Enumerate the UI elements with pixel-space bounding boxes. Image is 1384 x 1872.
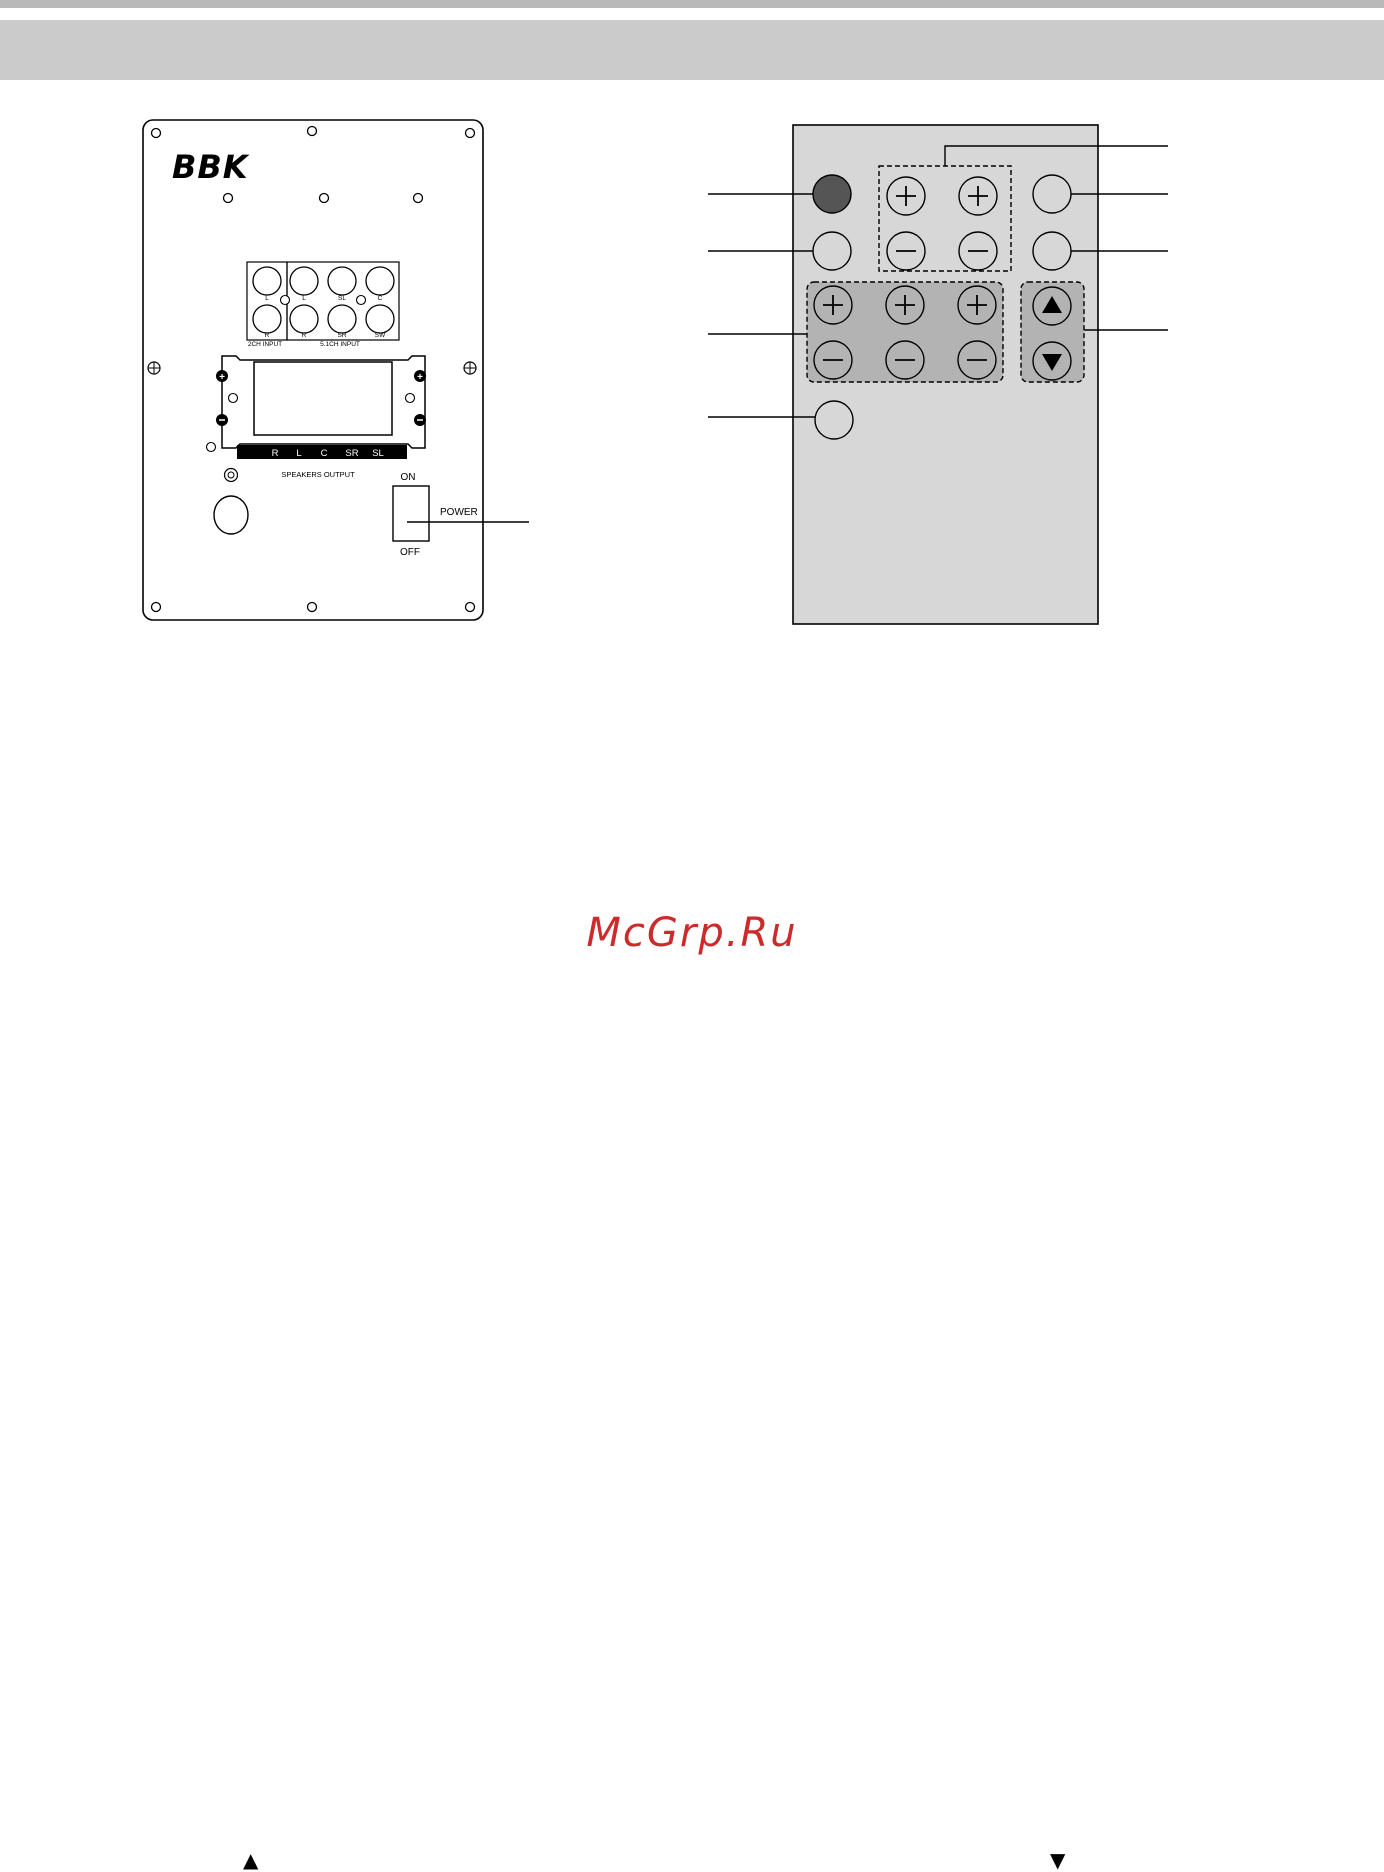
label-2ch-r: R [264, 332, 270, 339]
label-2ch-input: 2CH INPUT [247, 341, 283, 348]
jack-51-sw [366, 305, 394, 333]
speakers-output-label: SPEAKERS OUTPUT [281, 470, 355, 479]
jack-51-l [290, 267, 318, 295]
jack-51-c [366, 267, 394, 295]
terminal-window [254, 362, 392, 435]
label-51-sr: SR [337, 332, 347, 339]
channel-sl: SL [372, 448, 384, 459]
watermark: McGrp.Ru [586, 910, 798, 956]
power-label: POWER [440, 507, 478, 518]
channel-r: R [271, 448, 279, 459]
footer-up-arrow-icon: ▲ [243, 1848, 259, 1872]
plate-hole-low [207, 443, 216, 452]
remote-reset-button[interactable] [815, 401, 853, 439]
power-off-label: OFF [400, 547, 420, 558]
remote-control [708, 125, 1168, 624]
footer-down-arrow-icon: ▼ [1050, 1848, 1066, 1872]
remote-mode-button[interactable] [1033, 232, 1071, 270]
amplifier-rear-panel [143, 120, 529, 620]
top-minus-2-button[interactable] [959, 232, 997, 270]
label-51-sw: SW [374, 332, 386, 339]
jack-2ch-r [253, 305, 281, 333]
mount-hole-left [148, 362, 160, 374]
channel-plus-3-button[interactable] [958, 286, 996, 324]
arrow-down-button[interactable] [1033, 342, 1071, 380]
channel-l: L [296, 448, 302, 459]
label-51-r: R [301, 332, 307, 339]
channel-sr: SR [345, 448, 359, 459]
remote-input-button[interactable] [1033, 175, 1071, 213]
jack-51-r [290, 305, 318, 333]
arrow-up-button[interactable] [1033, 287, 1071, 325]
top-plus-1-button[interactable] [887, 177, 925, 215]
input-led-a [281, 296, 290, 305]
channel-c: C [320, 448, 328, 459]
channel-minus-2-button[interactable] [886, 341, 924, 379]
top-minus-1-button[interactable] [887, 232, 925, 270]
label-2ch-l: L [265, 295, 269, 302]
remote-mute-button[interactable] [813, 232, 851, 270]
mount-hole-right [464, 362, 476, 374]
input-led-b [357, 296, 366, 305]
top-plus-2-button[interactable] [959, 177, 997, 215]
cable-grommet [214, 496, 248, 534]
svg-text:+: + [219, 372, 225, 383]
label-51-c: C [377, 295, 383, 302]
label-51-l: L [302, 295, 306, 302]
brand-logo: BBK [172, 148, 249, 186]
jack-51-sr [328, 305, 356, 333]
channel-minus-1-button[interactable] [814, 341, 852, 379]
jack-2ch-l [253, 267, 281, 295]
remote-power-button[interactable] [813, 175, 851, 213]
power-on-label: ON [400, 472, 416, 483]
plate-hole-left [229, 394, 238, 403]
label-51ch-input: 5.1CH INPUT [320, 341, 360, 348]
jack-51-sl [328, 267, 356, 295]
channel-plus-2-button[interactable] [886, 286, 924, 324]
svg-text:+: + [417, 372, 423, 383]
channel-minus-3-button[interactable] [958, 341, 996, 379]
plate-hole-right [406, 394, 415, 403]
channel-plus-1-button[interactable] [814, 286, 852, 324]
label-51-sl: SL [338, 295, 346, 302]
